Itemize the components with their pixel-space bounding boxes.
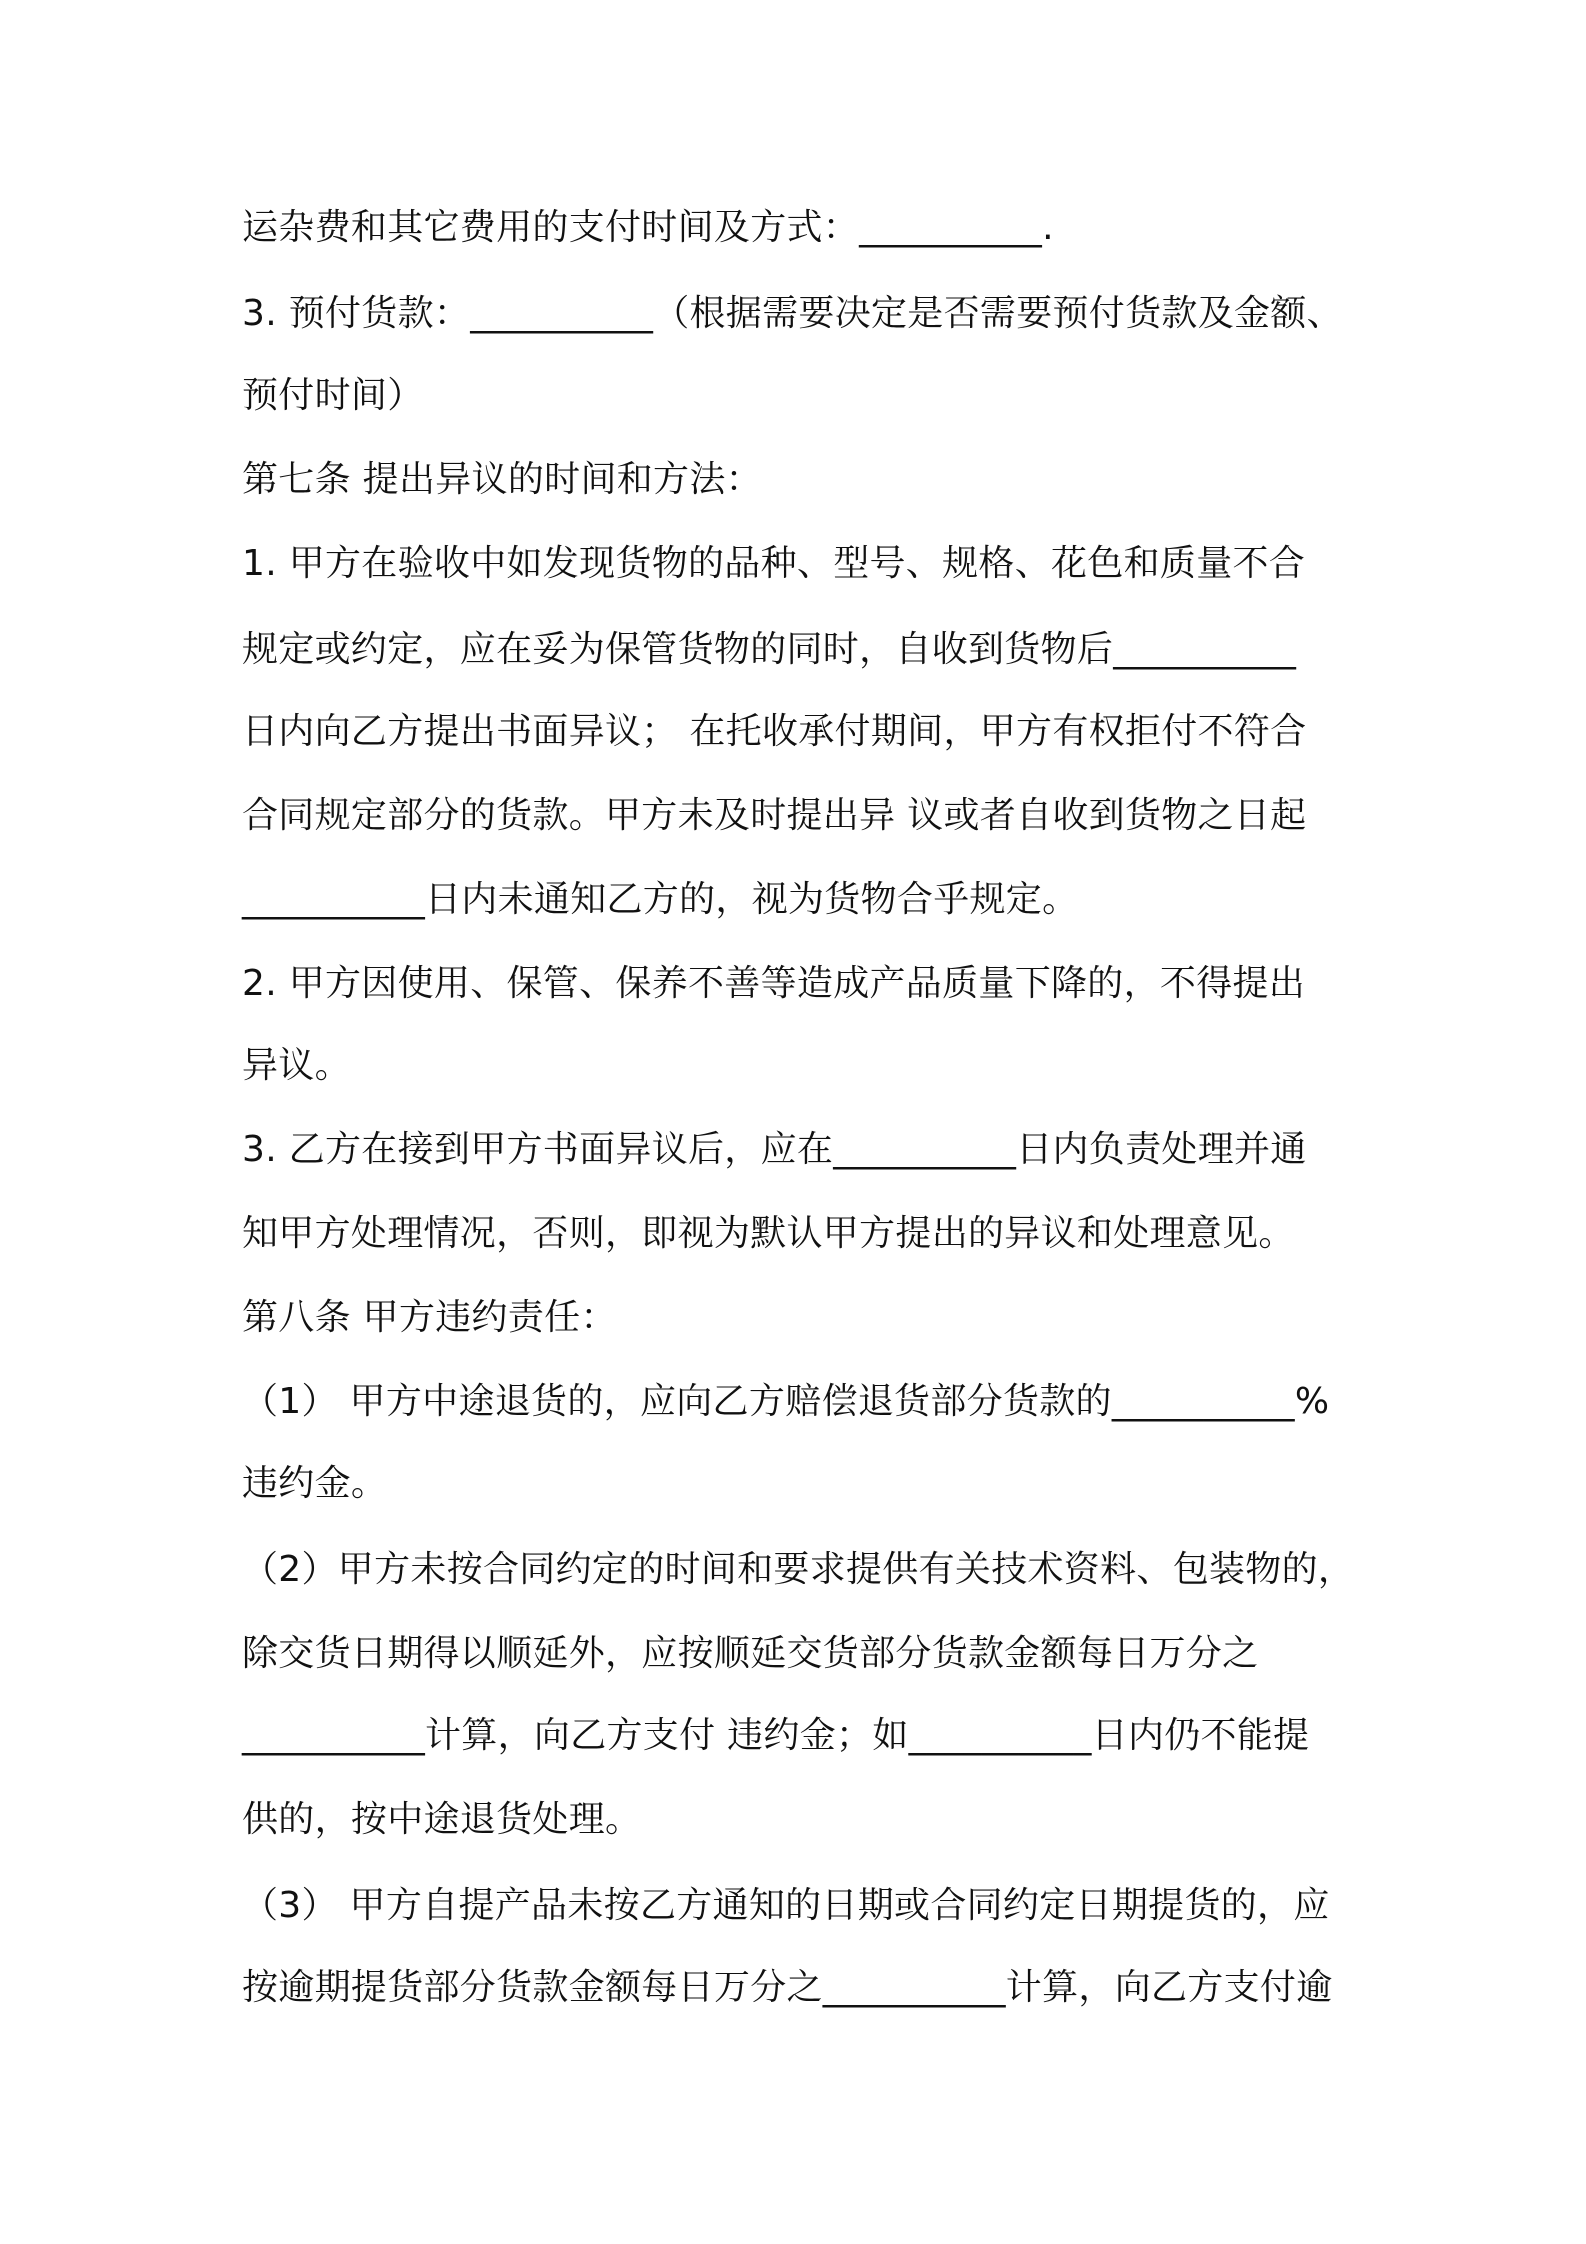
text-line: 预付时间）: [242, 375, 424, 416]
text-line: 规定或约定，应在妥为保管货物的同时，自收到货物后__________: [242, 629, 1297, 670]
article-heading: 第八条 甲方违约责任：: [242, 1297, 617, 1338]
text-line: 日内向乙方提出书面异议； 在托收承付期间，甲方有权拒付不符合: [242, 711, 1307, 752]
text-line: 1. 甲方在验收中如发现货物的品种、型号、规格、花色和质量不合: [242, 543, 1306, 584]
text-line: 运杂费和其它费用的支付时间及方式：__________.: [242, 207, 1054, 248]
text-line: （3） 甲方自提产品未按乙方通知的日期或合同约定日期提货的，应: [242, 1885, 1330, 1926]
text-line: 合同规定部分的货款。甲方未及时提出异 议或者自收到货物之日起: [242, 795, 1307, 836]
text-line: 按逾期提货部分货款金额每日万分之__________计算，向乙方支付逾: [242, 1967, 1333, 2008]
text-line: 供的，按中途退货处理。: [242, 1799, 642, 1840]
text-line: 知甲方处理情况，否则，即视为默认甲方提出的异议和处理意见。: [242, 1213, 1295, 1254]
text-line: 除交货日期得以顺延外，应按顺延交货部分货款金额每日万分之: [242, 1633, 1259, 1674]
text-line: 3. 乙方在接到甲方书面异议后，应在__________日内负责处理并通: [242, 1129, 1307, 1170]
text-line: __________计算，向乙方支付 违约金；如__________日内仍不能提: [242, 1715, 1310, 1756]
text-line: 违约金。: [242, 1463, 388, 1504]
text-line: __________日内未通知乙方的，视为货物合乎规定。: [242, 879, 1079, 920]
text-line: 3. 预付货款：__________（根据需要决定是否需要预付货款及金额、: [242, 293, 1343, 334]
text-line: （2）甲方未按合同约定的时间和要求提供有关技术资料、包装物的，: [242, 1549, 1355, 1590]
article-heading: 第七条 提出异议的时间和方法：: [242, 459, 762, 500]
text-line: 异议。: [242, 1045, 351, 1086]
text-line: （1） 甲方中途退货的，应向乙方赔偿退货部分货款的__________%: [242, 1381, 1330, 1422]
text-line: 2. 甲方因使用、保管、保养不善等造成产品质量下降的，不得提出: [242, 963, 1306, 1004]
